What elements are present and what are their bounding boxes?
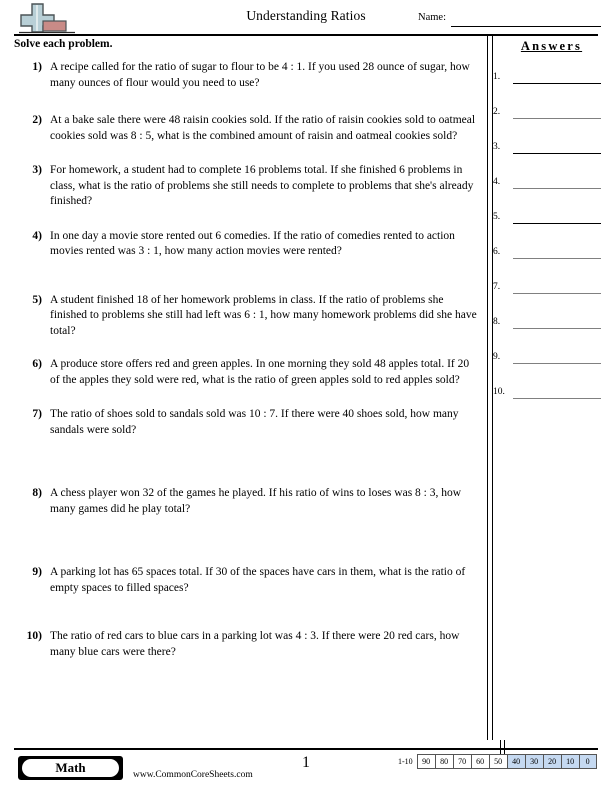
question-item — [14, 293, 480, 340]
answer-number: 10. — [493, 387, 505, 397]
score-scale — [398, 754, 597, 769]
question-text: A student finished 18 of her homework problems in class. If the ratio of problems she finished to problems she still had left was 6 : 1, how many homework problems did she have total? — [50, 293, 477, 337]
question-item — [14, 407, 480, 438]
question-number: 7) — [32, 408, 42, 420]
answer-blank-line[interactable] — [513, 363, 601, 364]
question-number: 9) — [32, 566, 42, 578]
score-box: 10 — [561, 754, 579, 769]
answer-blank-line[interactable] — [513, 328, 601, 329]
page-header — [0, 0, 612, 36]
question-text: The ratio of shoes sold to sandals sold was 10 : 7. If there were 40 shoes sold, how many sandals were sold? — [50, 408, 459, 436]
answer-number: 5. — [493, 212, 501, 222]
question-text: A parking lot has 65 spaces total. If 30 of the spaces have cars in them, what is the ratio of empty spaces to filled spaces? — [50, 566, 466, 594]
question-number: 1) — [32, 61, 42, 73]
question-item — [14, 229, 480, 260]
answer-number: 7. — [493, 282, 501, 292]
footer-divider — [14, 748, 598, 750]
question-number: 10) — [26, 630, 42, 642]
question-item — [14, 113, 480, 144]
question-text: In one day a movie store rented out 6 comedies. If the ratio of comedies rented to action movies rented was 3 : 1, how many action movies were rented? — [50, 229, 455, 257]
score-box: 30 — [525, 754, 543, 769]
score-box: 50 — [489, 754, 507, 769]
name-input-rule[interactable] — [451, 26, 601, 27]
question-item — [14, 486, 480, 517]
question-text: A recipe called for the ratio of sugar to flour to be 4 : 1. If you used 28 ounce of sugar, how many ounces of flour would you need to use? — [50, 61, 470, 89]
question-item — [14, 163, 480, 210]
answers-list — [491, 72, 612, 422]
instructions-text: Solve each problem. — [14, 38, 113, 50]
answer-number: 6. — [493, 247, 501, 257]
answer-row[interactable] — [491, 212, 612, 247]
question-item — [14, 565, 480, 596]
answer-row[interactable] — [491, 72, 612, 107]
answer-number: 8. — [493, 317, 501, 327]
answer-blank-line[interactable] — [513, 293, 601, 294]
question-item — [14, 60, 480, 91]
answer-row[interactable] — [491, 352, 612, 387]
answer-row[interactable] — [491, 177, 612, 212]
answer-blank-line[interactable] — [513, 188, 601, 189]
answer-row[interactable] — [491, 317, 612, 352]
score-box: 0 — [579, 754, 597, 769]
answer-blank-line[interactable] — [513, 83, 601, 84]
answer-row[interactable] — [491, 282, 612, 317]
question-item — [14, 357, 480, 388]
questions-list — [14, 60, 480, 660]
answer-blank-line[interactable] — [513, 258, 601, 259]
question-number: 6) — [32, 358, 42, 370]
answer-blank-line[interactable] — [513, 398, 601, 399]
score-box: 80 — [435, 754, 453, 769]
answer-number: 2. — [493, 107, 501, 117]
scale-tick-mark — [500, 740, 505, 754]
question-item — [14, 629, 480, 660]
question-number: 4) — [32, 229, 42, 242]
score-box: 90 — [417, 754, 435, 769]
question-text: For homework, a student had to complete 16 problems total. If she finished 6 problems in class, what is the ratio of problems she still needs to complete to problems that she's already finished? — [50, 164, 474, 207]
page-number: 1 — [302, 754, 310, 771]
page-title: Understanding Ratios — [246, 8, 366, 23]
question-text: The ratio of red cars to blue cars in a parking lot was 4 : 3. If there were 20 red cars, how many blue cars were there? — [50, 630, 460, 658]
score-range-label: 1-10 — [398, 757, 413, 766]
answer-number: 4. — [493, 177, 501, 187]
question-number: 3) — [32, 164, 42, 176]
question-number: 2) — [32, 114, 42, 126]
answer-row[interactable] — [491, 107, 612, 142]
question-text: At a bake sale there were 48 raisin cookies sold. If the ratio of raisin cookies sold to oatmeal cookies sold was 8 : 5, what is the combined amount of raisin and oatmeal cookies sold? — [50, 114, 476, 142]
name-label: Name: — [418, 12, 446, 23]
question-text: A produce store offers red and green apples. In one morning they sold 48 apples total. If 20 of the apples they sold were red, what is the ratio of green apples sold to red apples sold? — [50, 358, 470, 386]
answer-number: 9. — [493, 352, 501, 362]
answer-blank-line[interactable] — [513, 118, 601, 119]
answer-blank-line[interactable] — [513, 153, 601, 154]
score-box: 60 — [471, 754, 489, 769]
question-number: 8) — [32, 487, 42, 499]
answer-number: 1. — [493, 72, 501, 82]
answer-row[interactable] — [491, 387, 612, 422]
answer-blank-line[interactable] — [513, 223, 601, 224]
score-box: 70 — [453, 754, 471, 769]
question-number: 5) — [32, 293, 42, 306]
answer-row[interactable] — [491, 142, 612, 177]
header-divider — [14, 34, 598, 36]
score-box: 20 — [543, 754, 561, 769]
question-text: A chess player won 32 of the games he played. If his ratio of wins to loses was 8 : 3, how many games did he play total? — [50, 487, 462, 515]
site-url: www.CommonCoreSheets.com — [133, 770, 253, 780]
answer-number: 3. — [493, 142, 501, 152]
answers-heading: Answers — [520, 39, 583, 53]
subject-badge-label: Math — [22, 759, 119, 777]
score-box: 40 — [507, 754, 525, 769]
answer-row[interactable] — [491, 247, 612, 282]
